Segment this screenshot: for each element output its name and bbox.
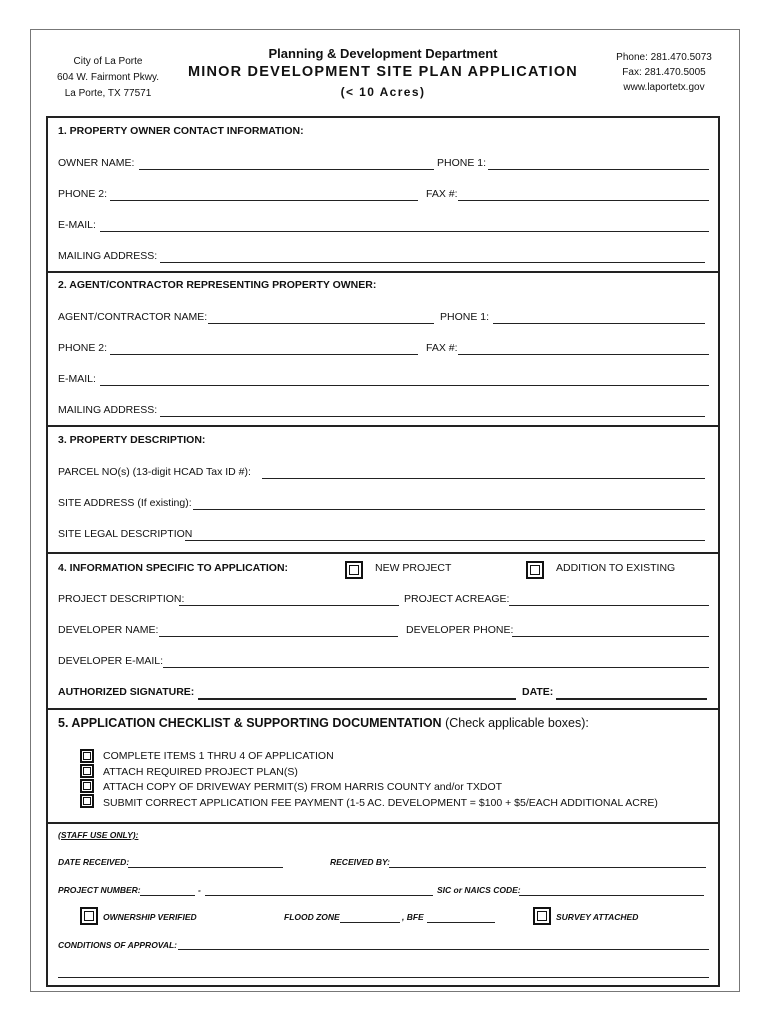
site-address-field[interactable]: [193, 509, 705, 510]
site-legal-field[interactable]: [185, 540, 705, 541]
section-divider: [46, 552, 720, 554]
bfe-field[interactable]: [427, 922, 495, 923]
survey-attached-checkbox[interactable]: [533, 907, 551, 925]
agent-phone1-field[interactable]: [493, 323, 705, 324]
owner-phone1-field[interactable]: [488, 169, 709, 170]
bfe-label: , BFE: [402, 912, 424, 922]
addition-label: ADDITION TO EXISTING: [556, 562, 676, 574]
agent-fax-field[interactable]: [458, 354, 709, 355]
site-legal-label: SITE LEGAL DESCRIPTION: [58, 528, 193, 540]
contact-fax: Fax: 281.470.5005: [622, 67, 706, 78]
checklist-item: ATTACH REQUIRED PROJECT PLAN(S): [103, 765, 298, 778]
signature-label: AUTHORIZED SIGNATURE:: [58, 686, 195, 698]
city-address: [40, 54, 176, 102]
checklist-checkbox-3[interactable]: [80, 779, 94, 793]
conditions-label: CONDITIONS OF APPROVAL:: [58, 940, 177, 950]
checklist-checkbox-2[interactable]: [80, 764, 94, 778]
developer-phone-field[interactable]: [512, 636, 709, 637]
section-1-heading: 1. PROPERTY OWNER CONTACT INFORMATION:: [58, 125, 304, 137]
survey-attached-label: SURVEY ATTACHED: [556, 912, 639, 922]
developer-phone-label: DEVELOPER PHONE:: [406, 624, 514, 636]
section-divider: [46, 708, 720, 710]
contact-website: www.laportetx.gov: [623, 82, 705, 93]
agent-phone2-field[interactable]: [110, 354, 418, 355]
agent-mailing-field[interactable]: [160, 416, 705, 417]
project-acreage-label: PROJECT ACREAGE:: [404, 593, 510, 605]
section-5-heading: 5. APPLICATION CHECKLIST & SUPPORTING DOCUMENTATION: [58, 716, 442, 730]
section-5-note: (Check applicable boxes):: [445, 716, 589, 730]
agent-name-field[interactable]: [208, 323, 434, 324]
date-field[interactable]: [556, 698, 707, 700]
agent-mailing-label: MAILING ADDRESS:: [58, 404, 158, 416]
project-number-field-1[interactable]: [140, 895, 195, 896]
checklist-item: COMPLETE ITEMS 1 THRU 4 OF APPLICATION: [103, 750, 334, 762]
contact-info: [595, 50, 733, 95]
section-2-heading: 2. AGENT/CONTRACTOR REPRESENTING PROPERTY OWNER:: [58, 279, 377, 291]
project-acreage-field[interactable]: [509, 605, 709, 606]
signature-field[interactable]: [198, 698, 516, 700]
project-number-label: PROJECT NUMBER:: [58, 885, 141, 895]
owner-phone2-label: PHONE 2:: [58, 188, 108, 200]
owner-fax-label: FAX #:: [426, 188, 458, 200]
developer-email-field[interactable]: [163, 667, 709, 668]
staff-heading: (STAFF USE ONLY):: [58, 830, 139, 840]
received-by-field[interactable]: [389, 867, 706, 868]
section-4-heading: 4. INFORMATION SPECIFIC TO APPLICATION:: [58, 562, 289, 574]
checklist: [103, 749, 658, 811]
owner-mailing-label: MAILING ADDRESS:: [58, 250, 158, 262]
date-received-field[interactable]: [128, 867, 283, 868]
received-by-label: RECEIVED BY:: [330, 857, 390, 867]
section-divider: [46, 822, 720, 824]
flood-zone-label: FLOOD ZONE: [284, 912, 340, 922]
agent-phone1-label: PHONE 1:: [440, 311, 490, 323]
section-divider: [46, 425, 720, 427]
section-5-title: [58, 716, 589, 731]
owner-phone1-label: PHONE 1:: [437, 157, 487, 169]
checklist-item: SUBMIT CORRECT APPLICATION FEE PAYMENT (1-5 AC. DEVELOPMENT = $100 + $5/EACH ADDITIONAL ACRE): [103, 796, 658, 809]
owner-mailing-field[interactable]: [160, 262, 705, 263]
section-divider: [46, 271, 720, 273]
checklist-checkbox-4[interactable]: [80, 794, 94, 808]
site-address-label: SITE ADDRESS (If existing):: [58, 497, 192, 509]
sic-label: SIC or NAICS CODE:: [437, 885, 521, 895]
date-received-label: DATE RECEIVED:: [58, 857, 130, 867]
agent-name-label: AGENT/CONTRACTOR NAME:: [58, 311, 208, 323]
addition-checkbox[interactable]: [526, 561, 544, 579]
parcel-field[interactable]: [262, 478, 705, 479]
form-subtitle: (< 10 Acres): [340, 85, 426, 99]
ownership-verified-label: OWNERSHIP VERIFIED: [103, 912, 197, 922]
new-project-label: NEW PROJECT: [375, 562, 452, 574]
flood-zone-field[interactable]: [340, 922, 400, 923]
owner-email-field[interactable]: [100, 231, 709, 232]
agent-phone2-label: PHONE 2:: [58, 342, 108, 354]
project-number-dash: -: [198, 885, 201, 895]
checklist-checkbox-1[interactable]: [80, 749, 94, 763]
owner-name-label: OWNER NAME:: [58, 157, 135, 169]
form-title: MINOR DEVELOPMENT SITE PLAN APPLICATION: [188, 64, 578, 80]
conditions-field-line-2[interactable]: [58, 977, 709, 978]
conditions-field[interactable]: [178, 949, 709, 950]
new-project-checkbox[interactable]: [345, 561, 363, 579]
city-name: City of La Porte: [73, 56, 143, 67]
agent-fax-label: FAX #:: [426, 342, 458, 354]
owner-phone2-field[interactable]: [110, 200, 418, 201]
city-zip: La Porte, TX 77571: [64, 88, 152, 99]
agent-email-label: E-MAIL:: [58, 373, 96, 385]
sic-field[interactable]: [519, 895, 704, 896]
owner-fax-field[interactable]: [458, 200, 709, 201]
owner-email-label: E-MAIL:: [58, 219, 96, 231]
ownership-verified-checkbox[interactable]: [80, 907, 98, 925]
project-description-field[interactable]: [179, 605, 399, 606]
agent-email-field[interactable]: [100, 385, 709, 386]
developer-name-label: DEVELOPER NAME:: [58, 624, 159, 636]
project-description-label: PROJECT DESCRIPTION:: [58, 593, 185, 605]
checklist-item: ATTACH COPY OF DRIVEWAY PERMIT(S) FROM HARRIS COUNTY and/or TXDOT: [103, 781, 503, 793]
parcel-label: PARCEL NO(s) (13-digit HCAD Tax ID #):: [58, 466, 251, 478]
developer-email-label: DEVELOPER E-MAIL:: [58, 655, 164, 667]
project-number-field-2[interactable]: [205, 895, 433, 896]
owner-name-field[interactable]: [139, 169, 434, 170]
date-label: DATE:: [522, 686, 554, 698]
form-header: [176, 46, 590, 99]
contact-phone: Phone: 281.470.5073: [616, 52, 712, 63]
section-3-heading: 3. PROPERTY DESCRIPTION:: [58, 434, 206, 446]
city-street: 604 W. Fairmont Pkwy.: [56, 72, 160, 83]
department-name: Planning & Development Department: [268, 46, 498, 61]
developer-name-field[interactable]: [159, 636, 398, 637]
